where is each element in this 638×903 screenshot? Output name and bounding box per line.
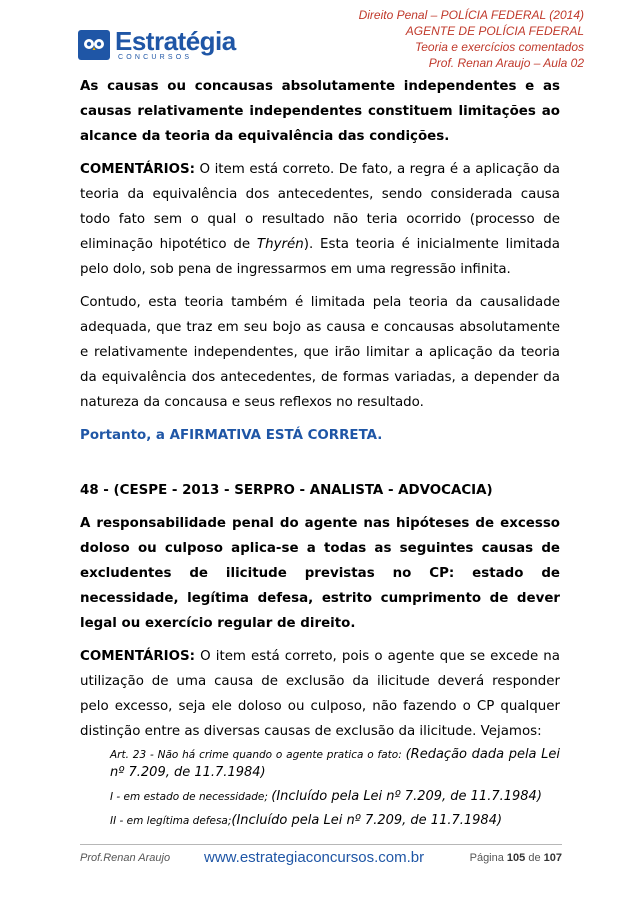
estrategia-logo — [78, 28, 238, 68]
quote-1-small: Art. 23 - Não há crime quando o agente pratica o fato: — [110, 749, 406, 761]
conclusion-b: AFIRMATIVA ESTÁ CORRETA. — [169, 428, 383, 443]
footer-author: Prof.Renan Araujo — [80, 852, 171, 864]
quote-line-1 — [110, 746, 560, 782]
header-role: AGENTE DE POLÍCIA FEDERAL — [405, 24, 584, 38]
comment-2-text: O item está correto, pois o agente que se excede na utilização de uma causa de exclusão da ilicitude deverá responder pelo excesso, seja ele doloso ou culposo, não fazendo o CP qualquer distinção entre as diversas causas de exclusão da ilicitude. Vejamos: — [80, 649, 560, 739]
statement-2: A responsabilidade penal do agente nas hipóteses de excesso doloso ou culposo aplica-se a todas as seguintes causas de excludentes de ilicitude previstas no CP: estado de necessidade, legítima defesa, estrito cumprimento de dever legal ou exercício regular de direito. — [80, 516, 560, 631]
header-info — [359, 7, 584, 71]
page-prefix: Página — [469, 852, 507, 864]
comment-2 — [80, 644, 560, 744]
law-quote — [110, 746, 560, 830]
logo-subtitle: CONCURSOS — [118, 54, 193, 61]
paragraph-2: Contudo, esta teoria também é limitada pela teoria da causalidade adequada, que traz em seu bojo as causa e concausas absolutamente e relativamente independentes, que irão limitar a aplicação da teoria da equivalência dos antecedentes, de formas variadas, a depender da natureza da concausa e seus reflexos no resultado. — [80, 295, 560, 410]
page-total: 107 — [543, 852, 562, 864]
quote-3-small: II - em legítima defesa; — [110, 815, 232, 827]
header-course: Direito Penal – POLÍCIA FEDERAL (2014) — [358, 8, 584, 22]
logo-word: Estratégia — [115, 26, 236, 56]
quote-2-big: (Incluído pela Lei nº 7.209, de 11.7.1984) — [271, 789, 542, 804]
page-header — [0, 0, 638, 70]
quote-line-2 — [110, 788, 560, 806]
footer-site-link[interactable]: www.estrategiaconcursos.com.br — [204, 849, 425, 866]
page-current: 105 — [506, 852, 526, 864]
header-lesson: Prof. Renan Araujo – Aula 02 — [428, 56, 584, 70]
comment-1-text-b: ). Esta teoria é inicialmente limitada pelo dolo, sob pena de ingressarmos em uma regressão infinita. — [80, 237, 560, 277]
statement-1: As causas ou concausas absolutamente independentes e as causas relativamente independentes constituem limitações ao alcance da teoria da equivalência das condições. — [80, 79, 560, 144]
header-subtitle: Teoria e exercícios comentados — [415, 40, 584, 54]
conclusion-a: Portanto, a — [80, 428, 170, 443]
quote-3-big: (Incluído pela Lei nº 7.209, de 11.7.1984) — [231, 813, 503, 828]
page-content — [80, 74, 560, 836]
page-mid: de — [525, 852, 544, 864]
quote-2-small: I - em estado de necessidade; — [110, 791, 272, 803]
owl-icon — [78, 30, 110, 60]
comment-1 — [80, 157, 560, 282]
comment-1-label: COMENTÁRIOS: — [80, 162, 196, 177]
page-footer — [80, 844, 562, 873]
conclusion — [80, 423, 560, 448]
question-title: 48 - (CESPE - 2013 - SERPRO - ANALISTA - ADVOCACIA) — [80, 483, 493, 498]
quote-1-big: (Redação dada pela Lei nº 7.209, de 11.7.1984) — [110, 747, 560, 780]
comment-2-label: COMENTÁRIOS: — [80, 649, 196, 664]
comment-1-italic: Thyrén — [256, 237, 304, 252]
footer-page-number — [470, 852, 562, 864]
quote-line-3 — [110, 812, 560, 830]
comment-1-text-a: O item está correto. De fato, a regra é a aplicação da teoria da equivalência dos antecedentes, sendo considerada causa todo fato sem o qual o resultado não teria ocorrido (processo de eliminação hipotético de — [80, 162, 560, 252]
